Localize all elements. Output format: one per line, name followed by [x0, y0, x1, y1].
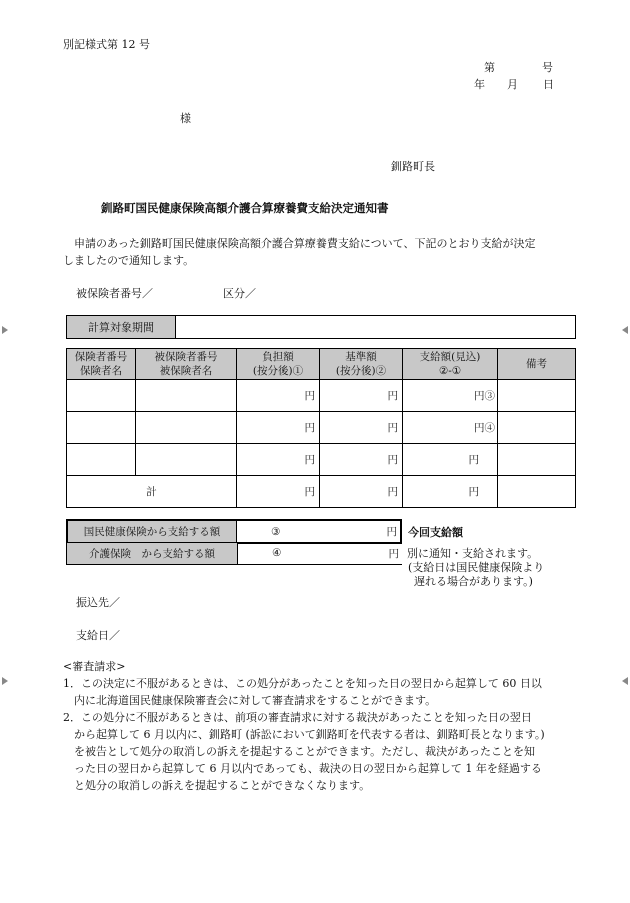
kaigo-mark: ④: [272, 547, 282, 560]
table-total-row: [67, 476, 576, 508]
cell: 円: [320, 380, 403, 412]
cell: 円: [237, 444, 320, 476]
total-cell: 円: [403, 476, 498, 508]
appeal-heading: <審査請求>: [63, 660, 126, 673]
addressee-sama: 様: [180, 112, 191, 125]
cell: 円: [403, 444, 498, 476]
margin-marker-right-icon: [622, 677, 628, 685]
cell: [498, 444, 576, 476]
period-label: 計算対象期間: [67, 316, 176, 339]
shikyubi-label: 支給日／: [76, 629, 120, 642]
total-cell: 円: [320, 476, 403, 508]
total-cell: 円: [237, 476, 320, 508]
cell: 円: [320, 412, 403, 444]
current-payment-note: 今回支給額: [408, 526, 463, 539]
cell: 円: [237, 412, 320, 444]
cell: 円③: [403, 380, 498, 412]
cell: [136, 380, 237, 412]
issuer: 釧路町長: [391, 160, 435, 173]
total-label: 計: [67, 476, 237, 508]
intro-line-2: しましたので通知します。: [63, 254, 195, 267]
furikomi-label: 振込先／: [76, 596, 120, 609]
appeal-item-2-line-2: から起算して 6 月以内に、釧路町 (訴訟において釧路町を代表する者は、釧路町長となります。): [74, 728, 545, 741]
cell: [67, 412, 136, 444]
header-burden: 負担額 (按分後)①: [237, 349, 320, 380]
cell: 円④: [403, 412, 498, 444]
document-title: 釧路町国民健康保険高額介護合算療養費支給決定通知書: [101, 201, 389, 215]
date-month: 月: [507, 78, 518, 91]
table-row: [67, 412, 576, 444]
number-dai: 第: [484, 61, 495, 74]
kokuho-mark: ③: [271, 525, 281, 538]
appeal-item-1-line-1: 1．この決定に不服があるときは、この処分があったことを知った日の翌日から起算して 60 日以: [63, 677, 542, 690]
cell: [67, 444, 136, 476]
form-number: 別記様式第 12 号: [63, 38, 150, 51]
appeal-item-1-line-2: 内に北海道国民健康保険審査会に対して審査請求をすることができます。: [74, 694, 437, 707]
intro-line-1: 申請のあった釧路町国民健康保険高額介護合算療養費支給について、下記のとおり支給が決定: [74, 237, 536, 250]
cell: 円: [320, 444, 403, 476]
kokuho-label: 国民健康保険から支給する額: [67, 520, 237, 543]
header-standard: 基準額 (按分後)②: [320, 349, 403, 380]
kaigo-note-2: (支給日は国民健康保険より: [408, 561, 545, 574]
header-insured: 被保険者番号 被保険者名: [136, 349, 237, 380]
header-payment: 支給額(見込) ②-①: [403, 349, 498, 380]
kubun-label: 区分／: [223, 287, 256, 300]
period-value: [176, 316, 576, 339]
cell: [498, 380, 576, 412]
table-header-row: [67, 349, 576, 380]
header-remarks: 備考: [498, 349, 576, 380]
kaigo-yen: 円: [388, 547, 399, 560]
kaigo-note-3: 遅れる場合があります。): [414, 575, 533, 588]
date-year: 年: [474, 78, 485, 91]
cell: [136, 444, 237, 476]
margin-marker-left-icon: [2, 326, 8, 334]
cell: 円: [237, 380, 320, 412]
cell: [136, 412, 237, 444]
calculation-period: [66, 315, 576, 339]
kokuho-yen: 円: [386, 526, 397, 538]
margin-marker-left-icon: [2, 677, 8, 685]
table-row: [67, 444, 576, 476]
kokuho-payment: [66, 519, 402, 544]
benefit-table: [66, 348, 576, 508]
appeal-item-2-line-4: った日の翌日から起算して 6 月以内であっても、裁決の日の翌日から起算して 1 年を経過する: [74, 762, 542, 775]
cell: [67, 380, 136, 412]
table-row: [67, 380, 576, 412]
kaigo-note-1: 別に通知・支給されます。: [407, 547, 539, 560]
insured-number-label: 被保険者番号／: [76, 287, 153, 300]
kaigo-payment: [66, 542, 402, 565]
cell: [498, 412, 576, 444]
date-day: 日: [543, 78, 554, 91]
margin-marker-right-icon: [622, 326, 628, 334]
total-cell: [498, 476, 576, 508]
appeal-item-2-line-1: 2．この処分に不服があるときは、前項の審査請求に対する裁決があったことを知った日の翌日: [63, 711, 532, 724]
kaigo-label: 介護保険 から支給する額: [67, 543, 238, 565]
appeal-item-2-line-3: を被告として処分の取消しの訴えを提起することができます。ただし、裁決があったことを知: [74, 745, 536, 758]
number-go: 号: [542, 61, 553, 74]
appeal-item-2-line-5: と処分の取消しの訴えを提起することができなくなります。: [74, 779, 371, 792]
header-insurer: 保険者番号 保険者名: [67, 349, 136, 380]
